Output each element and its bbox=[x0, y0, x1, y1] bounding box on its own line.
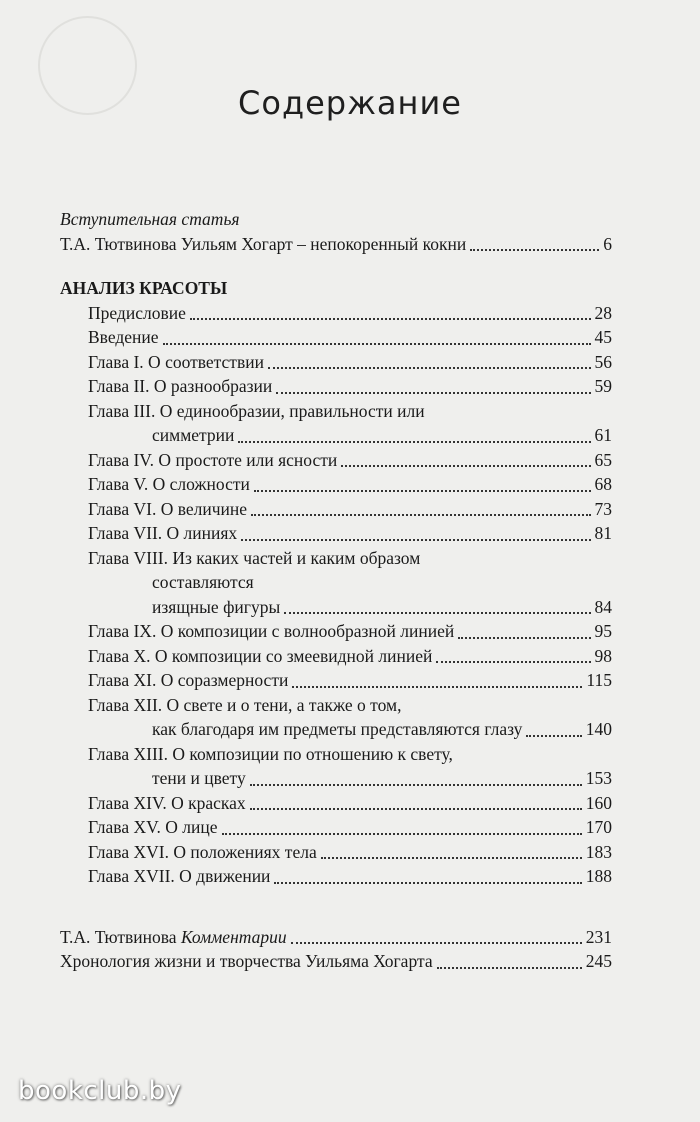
dot-leader bbox=[341, 461, 590, 467]
toc-page-number: 140 bbox=[585, 719, 612, 739]
toc-entry[interactable] bbox=[60, 521, 612, 546]
dot-leader bbox=[250, 780, 582, 786]
section-heading: АНАЛИЗ КРАСОТЫ bbox=[60, 278, 228, 298]
toc-entry-end[interactable] bbox=[60, 925, 612, 950]
end-entries bbox=[60, 925, 612, 974]
toc-entry-end[interactable] bbox=[60, 949, 612, 974]
toc-entry[interactable] bbox=[60, 374, 612, 399]
toc-entry-text: Глава VI. О величине bbox=[88, 498, 248, 519]
intro-label: Вступительная статья bbox=[60, 209, 240, 229]
toc-entry-text: Глава XV. О лице bbox=[88, 817, 218, 837]
toc-entry-text: Глава IV. О простоте или ясности bbox=[88, 449, 338, 470]
dot-leader bbox=[254, 486, 591, 492]
dot-leader bbox=[458, 633, 590, 639]
page-title: Содержание bbox=[238, 84, 462, 122]
dot-leader bbox=[526, 731, 581, 737]
toc-entry-text: Глава II. О разнообразии bbox=[88, 376, 273, 396]
dot-leader bbox=[321, 853, 582, 859]
toc-page-number: 95 bbox=[594, 621, 612, 641]
toc-entry-text: Т.А. Тютвинова Уильям Хогарт – непокоренный кокни bbox=[60, 233, 467, 254]
toc-entry[interactable] bbox=[60, 766, 612, 791]
dot-leader bbox=[241, 535, 590, 541]
toc-entry[interactable] bbox=[60, 423, 612, 448]
dot-leader bbox=[436, 657, 590, 663]
toc-page-number: 68 bbox=[594, 474, 612, 494]
toc-page-number: 6 bbox=[603, 233, 612, 254]
toc-entry[interactable] bbox=[60, 350, 612, 375]
toc-page-number: 160 bbox=[585, 792, 612, 813]
toc-entry-line: Глава VIII. Из каких частей и каким образом bbox=[88, 547, 421, 568]
toc-page-number: 98 bbox=[594, 645, 612, 666]
toc-entry-text: Предисловие bbox=[88, 302, 186, 323]
toc-entry-intro[interactable] bbox=[60, 232, 612, 257]
toc-entry-text: Глава I. О соответствии bbox=[88, 351, 264, 372]
spacer bbox=[60, 889, 612, 925]
dot-leader bbox=[190, 314, 591, 320]
toc-entry-italic-title: Комментарии bbox=[180, 926, 287, 947]
toc-page-number: 59 bbox=[594, 376, 612, 396]
toc-entry-text: симметрии bbox=[152, 425, 235, 445]
toc-page-number: 61 bbox=[594, 425, 612, 445]
dot-leader bbox=[238, 437, 590, 443]
toc-entry-text: Глава IX. О композиции с волнообразной линией bbox=[88, 621, 455, 641]
toc-page-number: 65 bbox=[594, 449, 612, 470]
dot-leader bbox=[163, 339, 591, 345]
toc-entry[interactable] bbox=[60, 325, 612, 350]
dot-leader bbox=[470, 245, 599, 251]
toc-entry-line: Глава XII. О свете и о тени, а также о том, bbox=[88, 694, 402, 715]
toc-page-number: 84 bbox=[594, 596, 612, 617]
dot-leader bbox=[276, 388, 590, 394]
toc-entry-author: Хронология жизни и творчества Уильяма Хогарта bbox=[60, 951, 433, 971]
dot-leader bbox=[291, 938, 582, 944]
toc-entry[interactable] bbox=[60, 448, 612, 473]
toc-entry-text: Глава XVII. О движении bbox=[88, 866, 271, 886]
toc-entry-text: Глава XI. О соразмерности bbox=[88, 670, 289, 690]
toc-entry-text: Глава XVI. О положениях тела bbox=[88, 841, 317, 862]
dot-leader bbox=[284, 608, 590, 614]
section-entries bbox=[60, 301, 612, 889]
toc-entry[interactable] bbox=[60, 301, 612, 326]
toc-page-number: 28 bbox=[594, 302, 612, 323]
toc-entry-line: Глава XIII. О композиции по отношению к свету, bbox=[88, 743, 453, 764]
toc-entry[interactable] bbox=[60, 497, 612, 522]
dot-leader bbox=[437, 963, 582, 969]
toc-entry-author: Т.А. Тютвинова bbox=[60, 926, 181, 947]
toc-entry-text: Глава V. О сложности bbox=[88, 474, 250, 494]
toc-entry-text bbox=[60, 925, 287, 950]
toc-entry[interactable] bbox=[60, 472, 612, 497]
toc-entry-text: Глава X. О композиции со змеевидной линией bbox=[88, 645, 433, 666]
toc-entry[interactable] bbox=[60, 840, 612, 865]
toc-entry-text: Введение bbox=[88, 327, 159, 347]
toc-page-number: 245 bbox=[585, 951, 612, 971]
toc-entry[interactable] bbox=[60, 619, 612, 644]
dot-leader bbox=[274, 878, 581, 884]
dot-leader bbox=[222, 829, 582, 835]
dot-leader bbox=[292, 682, 582, 688]
toc-page-number: 115 bbox=[586, 670, 612, 690]
toc-entry-text: как благодаря им предметы представляются глазу bbox=[152, 719, 523, 739]
toc-page-number: 188 bbox=[585, 866, 612, 886]
toc-entry[interactable] bbox=[60, 595, 612, 620]
toc-entry[interactable] bbox=[60, 791, 612, 816]
toc-entry[interactable] bbox=[60, 668, 612, 693]
toc-page-number: 183 bbox=[585, 841, 612, 862]
toc-entry-line: Глава III. О единообразии, правильности или bbox=[88, 400, 425, 421]
toc-page-number: 153 bbox=[585, 768, 612, 788]
toc-entry-text: Глава VII. О линиях bbox=[88, 523, 238, 543]
toc-entry[interactable] bbox=[60, 815, 612, 840]
dot-leader bbox=[251, 510, 590, 516]
toc-entry-text: тени и цвету bbox=[152, 768, 246, 788]
toc-entry[interactable] bbox=[60, 717, 612, 742]
dot-leader bbox=[250, 804, 582, 810]
watermark: bookclub.by bbox=[18, 1076, 182, 1106]
toc-entry[interactable] bbox=[60, 864, 612, 889]
toc-page-number: 73 bbox=[594, 498, 612, 519]
toc-entry-text bbox=[60, 949, 433, 974]
toc-page-number: 231 bbox=[585, 926, 612, 947]
toc-page-number: 170 bbox=[585, 817, 612, 837]
table-of-contents bbox=[60, 207, 612, 974]
toc-page-number: 45 bbox=[594, 327, 612, 347]
toc-page-number: 56 bbox=[594, 351, 612, 372]
toc-entry-text: изящные фигуры bbox=[152, 596, 281, 617]
toc-entry-line: составляются bbox=[152, 572, 254, 592]
toc-entry[interactable] bbox=[60, 644, 612, 669]
dot-leader bbox=[268, 363, 591, 369]
spacer bbox=[60, 256, 612, 276]
toc-page-number: 81 bbox=[594, 523, 612, 543]
toc-entry-text: Глава XIV. О красках bbox=[88, 792, 246, 813]
